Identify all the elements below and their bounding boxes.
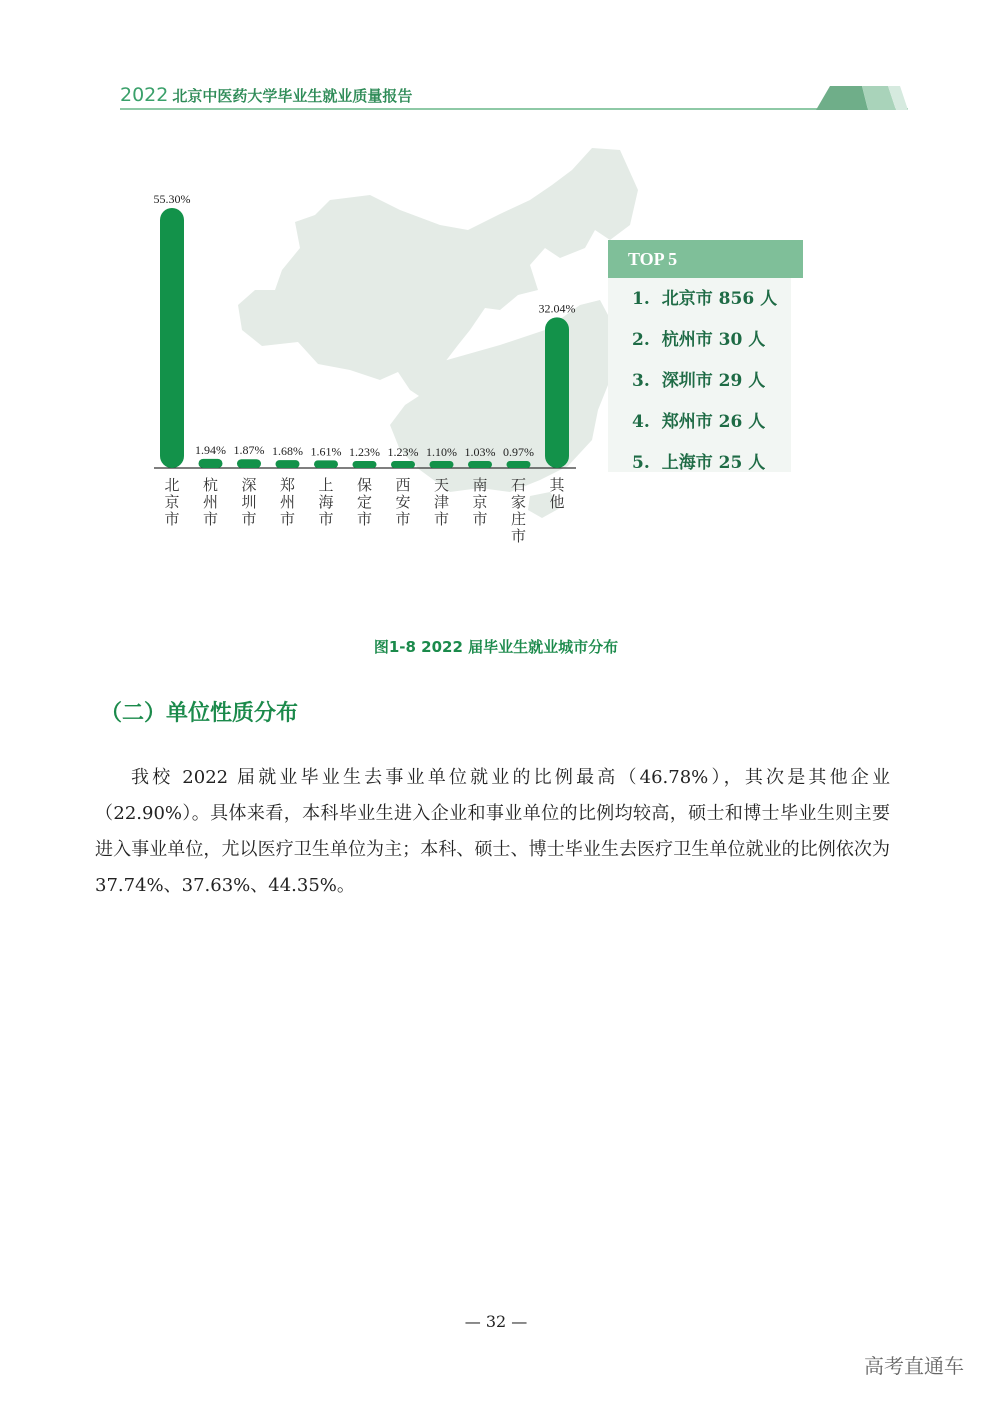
category-label: 京: [472, 495, 488, 511]
top5-item: [608, 362, 791, 403]
category-label: 庄: [510, 512, 527, 528]
header-decoration: [816, 86, 908, 110]
bar: [391, 461, 415, 468]
bar: [353, 461, 377, 468]
category-label: 市: [164, 512, 180, 528]
top5-rank: 4.: [632, 412, 650, 432]
bar: [507, 461, 531, 468]
top5-text: 深圳市 29 人: [661, 371, 766, 391]
category-label: 安: [395, 495, 411, 511]
bar: [199, 459, 223, 468]
top5-item: [608, 280, 791, 321]
top5-text: 郑州市 26 人: [661, 412, 766, 432]
category-label: 市: [202, 512, 219, 528]
category-label: 他: [549, 495, 565, 511]
category-label: 市: [510, 529, 527, 545]
category-label: 市: [356, 512, 373, 528]
bar: [545, 317, 569, 468]
figure-caption: 图1-8 2022 届毕业生就业城市分布: [373, 638, 619, 656]
category-label: 南: [472, 478, 488, 494]
top5-rank: 2.: [632, 330, 650, 350]
bar-value-label: 1.68%: [272, 444, 303, 459]
category-label: 海: [318, 495, 334, 511]
top5-rank: 3.: [632, 371, 650, 391]
bar-value-label: 1.61%: [310, 444, 342, 459]
bar-value-label: 1.10%: [426, 445, 457, 459]
bar-value-label: 1.03%: [464, 445, 496, 459]
bar: [314, 460, 338, 468]
category-label: 上: [318, 478, 334, 494]
top5-rank: 1.: [632, 289, 650, 309]
watermark: 高考直通车: [864, 1354, 964, 1378]
page-header: [120, 84, 908, 110]
header-rule: [120, 108, 908, 110]
category-label: 深: [241, 478, 257, 494]
bar-value-label: 55.30%: [153, 192, 191, 206]
top5-rank: 5.: [632, 453, 650, 473]
category-label: 州: [279, 495, 296, 511]
header-year: 2022: [120, 84, 169, 106]
category-label: 天: [433, 478, 450, 494]
bar: [468, 461, 492, 468]
top5-panel: [608, 240, 803, 473]
category-label: 市: [433, 512, 450, 528]
category-label: 杭: [202, 478, 219, 494]
bar: [430, 461, 454, 468]
category-label: 石: [510, 478, 527, 494]
category-label: 市: [472, 512, 488, 528]
bar-value-label: 1.23%: [349, 445, 380, 459]
bar: [160, 208, 184, 468]
category-label: 定: [356, 495, 373, 511]
top5-item: [608, 321, 791, 362]
category-label: 市: [395, 512, 411, 528]
top5-item: [608, 444, 791, 485]
category-label: 保: [356, 478, 373, 494]
category-label: 其: [549, 478, 565, 494]
bar: [237, 459, 261, 468]
category-label: 京: [164, 495, 180, 511]
bar-value-label: 1.94%: [195, 442, 226, 457]
category-label: 津: [433, 495, 450, 511]
top5-title: TOP 5: [608, 240, 803, 278]
bar-value-label: 1.23%: [387, 445, 419, 459]
body-paragraph: 我校 2022 届就业毕业生去事业单位就业的比例最高（46.78%），其次是其他企业（22.90%）。具体来看，本科毕业生进入企业和事业单位的比例均较高，硕士和博士毕业生则主要进入事业单位，尤以医疗卫生单位为主；本科、硕士、博士毕业生去医疗卫生单位就业的比例依次为 37.74%、37.63%、44.35%。: [95, 767, 890, 896]
category-label: 市: [241, 512, 257, 528]
top5-item: [608, 403, 791, 444]
bar-value-label: 1.87%: [233, 443, 265, 458]
top5-text: 上海市 25 人: [661, 453, 766, 473]
section-title: （二）单位性质分布: [100, 701, 299, 726]
top5-text: 北京市 856 人: [661, 289, 778, 309]
page-number: — 32 —: [464, 1312, 528, 1331]
header-text: 北京中医药大学毕业生就业质量报告: [172, 87, 413, 105]
category-label: 郑: [279, 478, 296, 494]
category-label: 州: [202, 495, 219, 511]
city-distribution-bar-chart: [140, 180, 590, 560]
category-label: 家: [510, 495, 527, 511]
category-label: 西: [395, 478, 411, 494]
top5-text: 杭州市 30 人: [661, 330, 766, 350]
header-title: [120, 84, 412, 106]
bar-value-label: 0.97%: [503, 445, 534, 459]
bar: [276, 460, 300, 468]
category-label: 圳: [241, 495, 257, 511]
category-label: 市: [279, 512, 296, 528]
top5-list: [608, 278, 791, 472]
category-label: 市: [318, 512, 334, 528]
bar-value-label: 32.04%: [538, 301, 576, 316]
category-label: 北: [164, 478, 180, 494]
